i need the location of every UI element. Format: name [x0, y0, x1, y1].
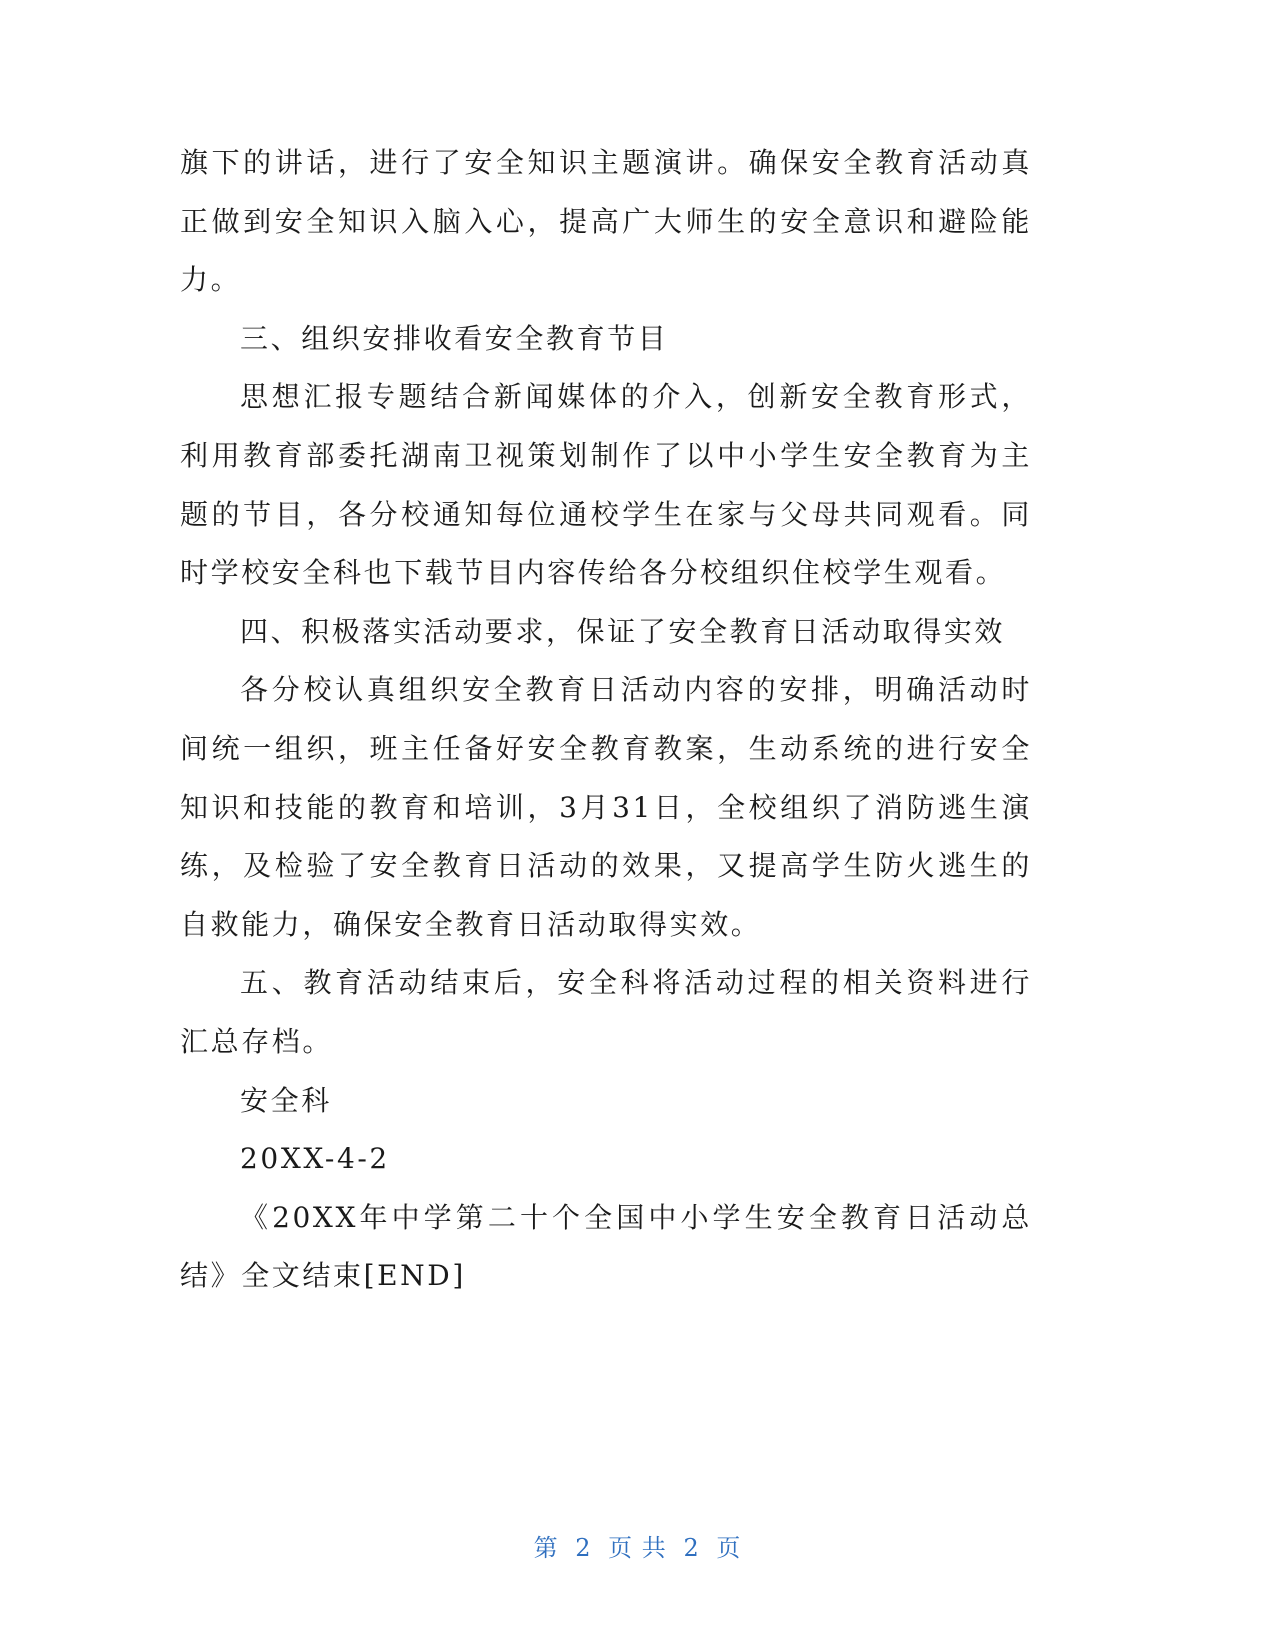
document-end-note: 《20XX年中学第二十个全国中小学生安全教育日活动总结》全文结束[END]: [180, 1200, 1032, 1293]
footer-page-current: 2: [575, 1534, 592, 1562]
paragraph-continuation: 旗下的讲话，进行了安全知识主题演讲。确保安全教育活动真正做到安全知识入脑入心，提高广大师生的安全意识和避险能力。: [180, 146, 1032, 297]
footer-label-mid: 页 共: [608, 1534, 667, 1562]
signature-department: 安全科: [240, 1083, 332, 1117]
footer-page-total: 2: [683, 1534, 700, 1562]
footer-label-prefix: 第: [533, 1534, 559, 1562]
section-heading-5: 五、教育活动结束后，安全科将活动过程的相关资料进行汇总存档。: [180, 966, 1032, 1058]
footer-label-suffix: 页: [716, 1534, 742, 1562]
paragraph-section-3: 思想汇报专题结合新闻媒体的介入，创新安全教育形式，利用教育部委托湖南卫视策划制作了以中小学生安全教育为主题的节目，各分校通知每位通校学生在家与父母共同观看。同时学校安全科也下载节目内容传给各分校组织住校学生观看。: [180, 380, 1032, 590]
signature-date: 20XX-4-2: [240, 1142, 390, 1176]
paragraph-section-4: 各分校认真组织安全教育日活动内容的安排，明确活动时间统一组织，班主任备好安全教育教案，生动系统的进行安全知识和技能的教育和培训，3月31日，全校组织了消防逃生演练，及检验了安全教育日活动的效果，又提高学生防火逃生的自救能力，确保安全教育日活动取得实效。: [180, 673, 1032, 941]
section-heading-3: 三、组织安排收看安全教育节目: [240, 321, 669, 355]
section-heading-4: 四、积极落实活动要求，保证了安全教育日活动取得实效: [240, 614, 1006, 648]
page-footer: [0, 1528, 1275, 1563]
document-body: [180, 134, 1032, 1306]
